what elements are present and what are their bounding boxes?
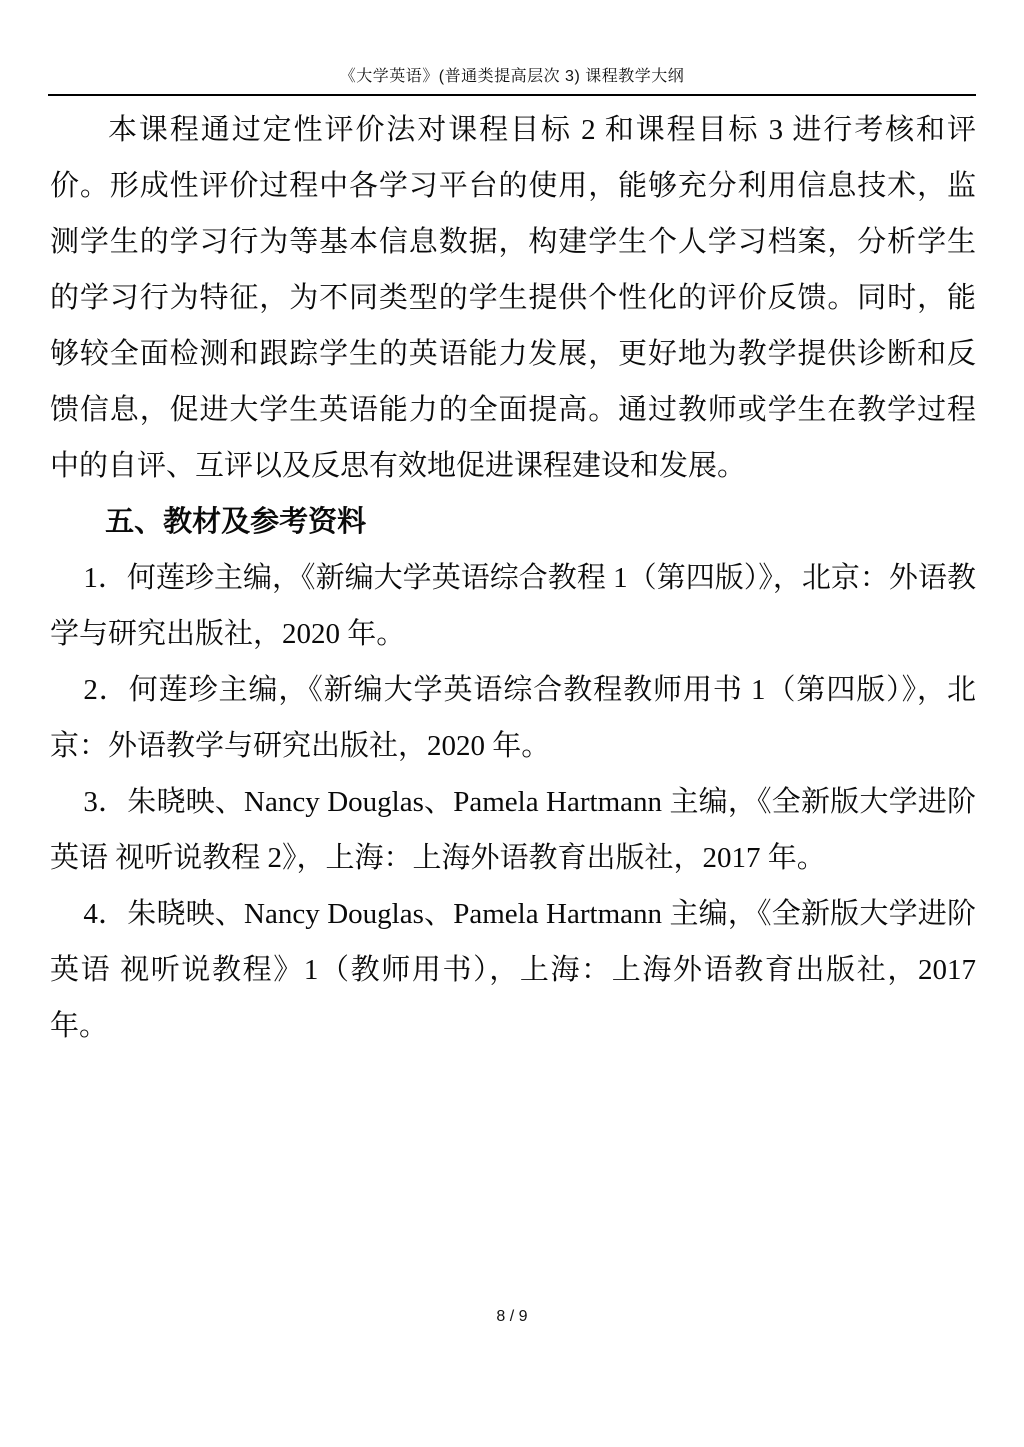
page-footer [0,1308,1024,1326]
reference-item-3: 3．朱晓映、Nancy Douglas、Pamela Hartmann 主编，《全新版大学进阶英语 视听说教程 2》，上海：上海外语教育出版社，2017 年。 [50,786,976,874]
assessment-paragraph: 本课程通过定性评价法对课程目标 2 和课程目标 3 进行考核和评价。形成性评价过程中各学习平台的使用，能够充分利用信息技术，监测学生的学习行为等基本信息数据，构建学生个人学习档案，分析学生的学习行为特征，为不同类型的学生提供个性化的评价反馈。同时，能够较全面检测和跟踪学生的英语能力发展，更好地为教学提供诊断和反馈信息，促进大学生英语能力的全面提高。通过教师或学生在教学过程中的自评、互评以及反思有效地促进课程建设和发展。 [50,114,976,482]
page-number: 8 / 9 [496,1308,528,1325]
reference-item-4: 4．朱晓映、Nancy Douglas、Pamela Hartmann 主编，《全新版大学进阶英语 视听说教程》1（教师用书），上海：上海外语教育出版社，2017 年。 [50,898,976,1042]
section-heading-materials: 五、教材及参考资料 [105,506,367,538]
reference-item-1: 1．何莲珍主编，《新编大学英语综合教程 1（第四版）》，北京：外语教学与研究出版社，2020 年。 [50,562,976,650]
header-title: 《大学英语》(普通类提高层次 3) 课程教学大纲 [339,68,685,85]
page-header [48,0,976,96]
reference-item-2: 2．何莲珍主编，《新编大学英语综合教程教师用书 1（第四版）》，北京：外语教学与研究出版社，2020 年。 [50,674,976,762]
document-content [50,102,976,1054]
